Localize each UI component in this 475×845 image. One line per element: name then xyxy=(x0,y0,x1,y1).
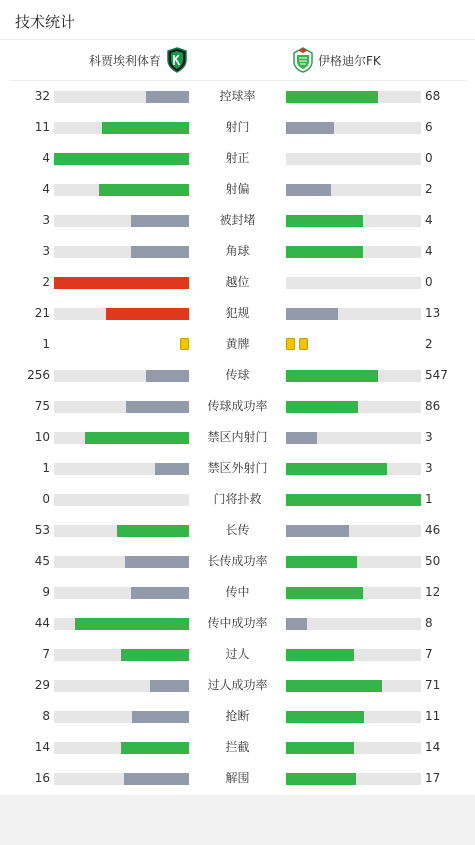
away-stat-bar-fill xyxy=(286,649,354,661)
away-stat-value: 0 xyxy=(425,275,433,289)
stat-label: 射门 xyxy=(225,120,250,134)
away-stat-bar xyxy=(286,525,421,537)
stat-label: 被封堵 xyxy=(219,213,256,227)
away-stat-bar xyxy=(286,184,421,196)
home-stat-value: 75 xyxy=(34,399,50,413)
stat-row xyxy=(0,267,475,298)
away-stat-value: 12 xyxy=(425,585,441,599)
stat-label: 长传 xyxy=(225,523,250,537)
home-stat-bar-fill xyxy=(132,711,189,723)
home-stat-value: 0 xyxy=(42,492,50,506)
away-stat-bar xyxy=(286,246,421,258)
away-stat-bar xyxy=(286,91,421,103)
away-stat-bar-fill xyxy=(286,680,382,692)
stat-label: 禁区外射门 xyxy=(207,461,268,475)
away-stat-value: 547 xyxy=(425,368,448,382)
stat-row xyxy=(0,515,475,546)
yellow-card-icon xyxy=(299,338,308,350)
away-stat-value: 4 xyxy=(425,244,433,258)
stat-row xyxy=(0,391,475,422)
away-stat-bar xyxy=(286,308,421,320)
home-stat-bar xyxy=(54,401,189,413)
stat-label: 解围 xyxy=(225,771,250,785)
stat-row xyxy=(0,143,475,174)
home-stat-bar xyxy=(54,525,189,537)
home-stat-value: 10 xyxy=(34,430,50,444)
stat-label: 射正 xyxy=(225,151,250,165)
away-stat-value: 6 xyxy=(425,120,433,134)
home-stat-bar-fill xyxy=(131,215,189,227)
away-stat-bar-fill xyxy=(286,587,363,599)
stat-label: 过人成功率 xyxy=(207,678,268,692)
home-stat-bar-fill xyxy=(54,277,189,289)
away-stat-bar xyxy=(286,556,421,568)
home-stat-bar-fill xyxy=(85,432,189,444)
home-stat-value: 9 xyxy=(42,585,50,599)
home-stat-bar-fill xyxy=(75,618,189,630)
home-stat-bar-fill xyxy=(102,122,189,134)
kocaelispor-crest-icon xyxy=(166,47,188,73)
away-stat-bar-fill xyxy=(286,432,317,444)
stat-label: 过人 xyxy=(225,647,250,661)
away-stat-value: 3 xyxy=(425,430,433,444)
stat-label: 拦截 xyxy=(225,740,250,754)
away-stat-bar xyxy=(286,773,421,785)
stat-row xyxy=(0,484,475,515)
away-team[interactable] xyxy=(292,48,381,72)
stat-label: 传球成功率 xyxy=(207,399,268,413)
home-stat-value: 14 xyxy=(34,740,50,754)
stat-row xyxy=(0,577,475,608)
home-stat-bar-fill xyxy=(125,556,189,568)
away-stat-value: 71 xyxy=(425,678,441,692)
stat-label: 禁区内射门 xyxy=(207,430,268,444)
away-stat-bar xyxy=(286,742,421,754)
away-stat-bar-fill xyxy=(286,184,331,196)
away-stat-bar-fill xyxy=(286,91,378,103)
home-stat-bar xyxy=(54,215,189,227)
home-stat-bar xyxy=(54,432,189,444)
away-stat-value: 68 xyxy=(425,89,441,103)
home-stat-value: 32 xyxy=(34,89,50,103)
away-stat-bar xyxy=(286,587,421,599)
away-stat-value: 8 xyxy=(425,616,433,630)
home-stat-bar xyxy=(54,773,189,785)
stat-label: 传中 xyxy=(225,585,250,599)
stat-row xyxy=(0,298,475,329)
home-stat-bar xyxy=(54,277,189,289)
home-stat-bar xyxy=(54,91,189,103)
away-stat-bar xyxy=(286,680,421,692)
home-team[interactable] xyxy=(89,48,188,72)
away-stat-bar-fill xyxy=(286,246,363,258)
home-stat-bar-fill xyxy=(146,370,189,382)
stat-label: 传球 xyxy=(225,368,250,382)
away-stat-bar-fill xyxy=(286,773,356,785)
home-stat-value: 53 xyxy=(34,523,50,537)
stat-row xyxy=(0,174,475,205)
away-stat-bar xyxy=(286,463,421,475)
away-stat-bar xyxy=(286,494,421,506)
home-stat-value: 1 xyxy=(42,461,50,475)
home-stat-value: 7 xyxy=(42,647,50,661)
stat-label: 控球率 xyxy=(219,89,256,103)
home-team-name: 科贾埃利体育 xyxy=(88,53,161,68)
yellow-card-icon xyxy=(180,338,189,350)
away-stat-bar-fill xyxy=(286,308,338,320)
stat-row xyxy=(0,732,475,763)
home-stat-value: 4 xyxy=(42,182,50,196)
home-stat-value: 8 xyxy=(42,709,50,723)
home-stat-value: 44 xyxy=(34,616,50,630)
home-stat-bar-fill xyxy=(121,649,189,661)
stat-row xyxy=(0,422,475,453)
away-stat-value: 3 xyxy=(425,461,433,475)
home-stat-value: 2 xyxy=(42,275,50,289)
stat-row xyxy=(0,453,475,484)
home-stat-value: 11 xyxy=(34,120,50,134)
home-stat-bar xyxy=(54,370,189,382)
stat-label: 抢断 xyxy=(225,709,250,723)
away-stat-bar-fill xyxy=(286,401,358,413)
away-stat-value: 50 xyxy=(425,554,441,568)
away-team-name: 伊格迪尔FK xyxy=(318,53,381,68)
home-stat-bar xyxy=(54,587,189,599)
home-stat-bar xyxy=(54,184,189,196)
stat-label: 长传成功率 xyxy=(207,554,268,568)
away-stat-value: 17 xyxy=(425,771,441,785)
away-stat-bar xyxy=(286,649,421,661)
away-stat-value: 2 xyxy=(425,337,433,351)
stat-label: 黄牌 xyxy=(225,337,250,351)
stat-row xyxy=(0,205,475,236)
home-stat-value: 3 xyxy=(42,213,50,227)
home-stat-bar xyxy=(54,153,189,165)
away-stat-bar xyxy=(286,370,421,382)
home-stat-bar-fill xyxy=(106,308,189,320)
home-stat-bar xyxy=(54,711,189,723)
stat-row xyxy=(0,112,475,143)
stat-row xyxy=(0,670,475,701)
stat-row xyxy=(0,81,475,112)
away-stat-bar-fill xyxy=(286,618,307,630)
home-stat-bar xyxy=(54,742,189,754)
stat-label: 传中成功率 xyxy=(207,616,268,630)
away-stat-bar xyxy=(286,711,421,723)
home-stat-bar xyxy=(54,308,189,320)
stat-row xyxy=(0,546,475,577)
home-stat-value: 16 xyxy=(34,771,50,785)
home-stat-bar-fill xyxy=(117,525,189,537)
away-stat-value: 7 xyxy=(425,647,433,661)
home-stat-bar xyxy=(54,246,189,258)
home-stat-bar-fill xyxy=(150,680,189,692)
home-stat-value: 4 xyxy=(42,151,50,165)
away-stat-bar xyxy=(286,432,421,444)
away-stat-bar xyxy=(286,401,421,413)
away-stat-bar-fill xyxy=(286,556,357,568)
stat-row xyxy=(0,608,475,639)
home-stat-bar-fill xyxy=(126,401,189,413)
away-yellow-cards xyxy=(286,338,308,351)
home-stat-value: 29 xyxy=(34,678,50,692)
home-stat-value: 1 xyxy=(42,337,50,351)
stat-row xyxy=(0,360,475,391)
away-stat-bar xyxy=(286,277,421,289)
home-stat-bar xyxy=(54,494,189,506)
home-stat-bar-fill xyxy=(99,184,189,196)
away-stat-value: 86 xyxy=(425,399,441,413)
away-stat-bar-fill xyxy=(286,370,378,382)
away-stat-bar xyxy=(286,122,421,134)
stat-row xyxy=(0,763,475,794)
away-stat-bar-fill xyxy=(286,215,363,227)
home-stat-bar xyxy=(54,463,189,475)
away-stat-bar-fill xyxy=(286,711,364,723)
stat-row xyxy=(0,701,475,732)
home-stat-bar xyxy=(54,556,189,568)
away-stat-bar xyxy=(286,618,421,630)
away-stat-value: 13 xyxy=(425,306,441,320)
stat-label: 门将扑救 xyxy=(213,492,262,506)
away-stat-bar-fill xyxy=(286,122,334,134)
home-stat-bar xyxy=(54,649,189,661)
teams-header xyxy=(9,40,466,81)
stat-row xyxy=(0,639,475,670)
igdir-fk-crest-icon xyxy=(292,47,314,73)
away-stat-value: 4 xyxy=(425,213,433,227)
stat-row xyxy=(0,236,475,267)
home-stat-bar-fill xyxy=(155,463,189,475)
home-yellow-cards xyxy=(180,338,189,351)
away-stat-value: 46 xyxy=(425,523,441,537)
away-stat-bar-fill xyxy=(286,742,354,754)
stat-row xyxy=(0,329,475,360)
away-stat-value: 2 xyxy=(425,182,433,196)
home-stat-bar-fill xyxy=(121,742,189,754)
stat-label: 犯规 xyxy=(225,306,250,320)
home-stat-value: 3 xyxy=(42,244,50,258)
home-stat-value: 45 xyxy=(34,554,50,568)
away-stat-value: 14 xyxy=(425,740,441,754)
home-stat-value: 256 xyxy=(27,368,50,382)
stats-list xyxy=(0,81,475,794)
away-stat-value: 11 xyxy=(425,709,441,723)
home-stat-bar xyxy=(54,680,189,692)
away-stat-value: 1 xyxy=(425,492,433,506)
away-stat-bar xyxy=(286,153,421,165)
home-stat-value: 21 xyxy=(34,306,50,320)
stat-label: 越位 xyxy=(225,275,250,289)
home-stat-bar xyxy=(54,618,189,630)
away-stat-value: 0 xyxy=(425,151,433,165)
home-stat-bar-fill xyxy=(146,91,189,103)
away-stat-bar-fill xyxy=(286,525,349,537)
away-stat-bar xyxy=(286,215,421,227)
away-stat-bar-fill xyxy=(286,463,387,475)
stat-label: 射偏 xyxy=(225,182,250,196)
away-stat-bar-fill xyxy=(286,494,421,506)
home-stat-bar-fill xyxy=(131,246,189,258)
stat-label: 角球 xyxy=(225,244,250,258)
home-stat-bar-fill xyxy=(131,587,189,599)
home-stat-bar xyxy=(54,122,189,134)
yellow-card-icon xyxy=(286,338,295,350)
panel-title: 技术统计 xyxy=(0,0,475,40)
home-stat-bar-fill xyxy=(124,773,189,785)
home-stat-bar-fill xyxy=(54,153,189,165)
